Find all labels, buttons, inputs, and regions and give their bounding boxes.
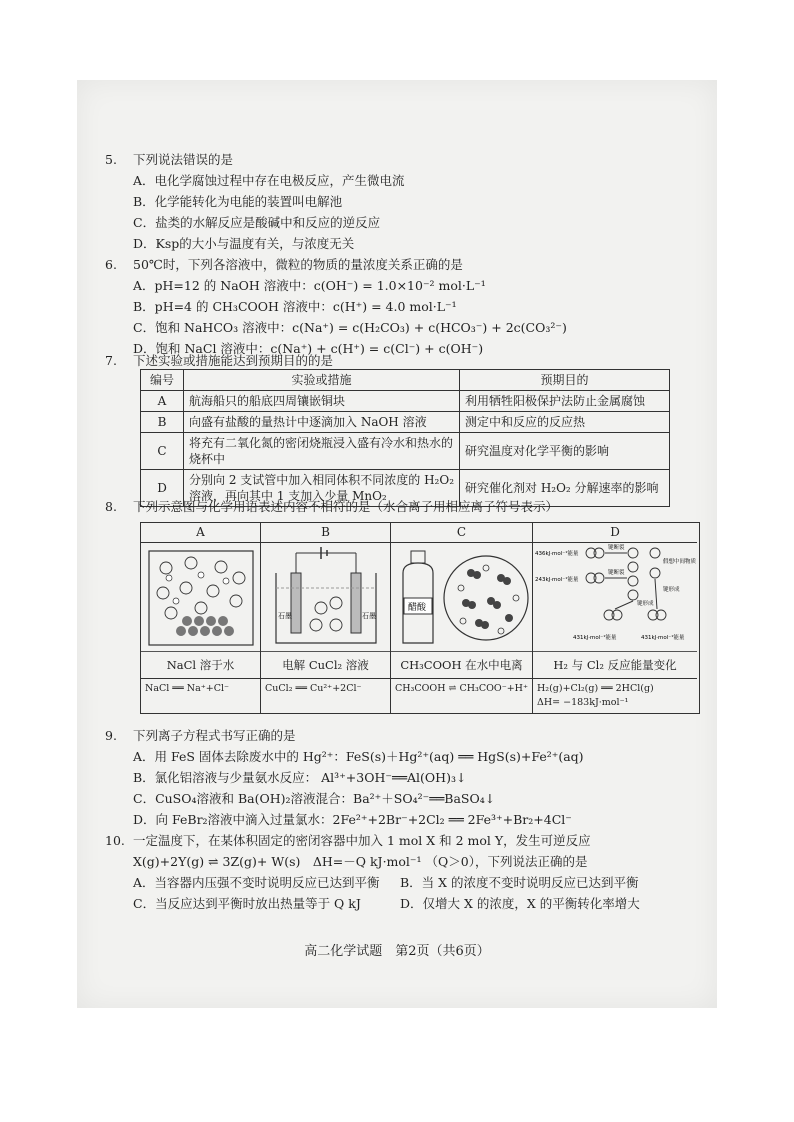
question-7-stem: 7. 下述实验或措施能达到预期目的的是 (105, 353, 334, 368)
question-9-option-d: D．向 FeBr₂溶液中滴入过量氯水：2Fe²⁺+2Br⁻+2Cl₂ ══ 2Fe³⁺+Br₂+4Cl⁻ (133, 812, 572, 827)
question-8-stem: 8. 下列示意图与化学用语表述内容不相符的是（水合离子用相应离子符号表示） (105, 499, 559, 514)
question-5-stem: 5. 下列说法错误的是 (105, 152, 234, 167)
row-experiment: 向盛有盐酸的量热计中逐滴加入 NaOH 溶液 (184, 412, 460, 433)
row-id: D (141, 470, 184, 507)
question-8-diagram-grid (140, 522, 700, 714)
cell-equation: CuCl₂ ══ Cu²⁺+2Cl⁻ (265, 683, 362, 694)
header-id: 编号 (141, 370, 184, 391)
row-purpose: 研究催化剂对 H₂O₂ 分解速率的影响 (460, 470, 670, 507)
bond-form-label-2: 键形成 (663, 587, 680, 593)
cell-label: B (261, 523, 390, 543)
equation-line-2: ΔH= −183kJ·mol⁻¹ (537, 697, 629, 708)
question-10-option-b: B．当 X 的浓度不变时说明反应已达到平衡 (400, 875, 639, 890)
question-9-option-c: C．CuSO₄溶液和 Ba(OH)₂溶液混合：Ba²⁺＋SO₄²⁻══BaSO₄↓ (133, 791, 496, 806)
question-10-option-c: C．当反应达到平衡时放出热量等于 Q kJ (133, 896, 361, 911)
question-6-stem: 6. 50℃时，下列各溶液中，微粒的物质的量浓度关系正确的是 (105, 257, 463, 272)
equation-line-1: H₂(g)+Cl₂(g) ══ 2HCl(g) (537, 683, 654, 694)
diagram-cell-d (533, 523, 697, 713)
cell-caption: NaCl 溶于水 (141, 652, 260, 679)
question-6-option-d: D．饱和 NaCl 溶液中：c(Na⁺) + c(H⁺) = c(Cl⁻) + c(OH⁻) (133, 341, 484, 356)
question-9-option-b: B．氯化铝溶液与少量氨水反应： Al³⁺+3OH⁻══Al(OH)₃↓ (133, 770, 467, 785)
question-5-option-a: A．电化学腐蚀过程中存在电极反应，产生微电流 (133, 173, 405, 188)
nacl-dissolution-illustration (141, 543, 260, 652)
diagram-cell-b (261, 523, 391, 713)
header-experiment: 实验或措施 (184, 370, 460, 391)
row-purpose: 利用牺牲阳极保护法防止金属腐蚀 (460, 391, 670, 412)
bond-form-label-1: 键形成 (637, 601, 654, 607)
cell-label: D (533, 523, 697, 543)
row-id: C (141, 433, 184, 470)
question-10-stem: 10. 一定温度下，在某体积固定的密闭容器中加入 1 mol X 和 2 mol Y，发生可逆反应 (105, 833, 591, 848)
row-experiment: 将充有二氧化氮的密闭烧瓶浸入盛有冷水和热水的烧杯中 (184, 433, 460, 470)
cell-equation: NaCl ══ Na⁺+Cl⁻ (145, 683, 230, 694)
page-footer: 高二化学试题 第2页（共6页） (304, 944, 490, 959)
question-7-table (140, 369, 670, 507)
question-5-option-d: D．Ksp的大小与温度有关，与浓度无关 (133, 236, 355, 251)
diagram-cell-c (391, 523, 533, 713)
header-purpose: 预期目的 (460, 370, 670, 391)
intermediate-label: 假想中间物质 (663, 559, 697, 565)
question-5-option-c: C．盐类的水解反应是酸碱中和反应的逆反应 (133, 215, 381, 230)
table-row (141, 391, 670, 412)
bottle-label: 醋酸 (408, 603, 427, 613)
question-6-option-b: B．pH=4 的 CH₃COOH 溶液中：c(H⁺) = 4.0 mol·L⁻¹ (133, 299, 457, 314)
row-id: A (141, 391, 184, 412)
bond-break-label-2: 键断裂 (608, 570, 625, 576)
energy-label-243: 243kJ·mol⁻¹能量 (535, 577, 579, 583)
table-row (141, 433, 670, 470)
graphite-label-right: 石墨 (362, 612, 376, 620)
diagram-cell-a (141, 523, 261, 713)
row-experiment: 航海船只的船底四周镶嵌铜块 (184, 391, 460, 412)
cell-label: C (391, 523, 532, 543)
bond-break-label-1: 键断裂 (608, 545, 625, 551)
question-10-stem-line-2: X(g)+2Y(g) ⇌ 3Z(g)+ W(s) ΔH=－Q kJ·mol⁻¹ （Q＞0），下列说法正确的是 (133, 854, 588, 869)
electrolysis-illustration (261, 543, 390, 652)
energy-label-431-left: 431kJ·mol⁻¹能量 (573, 635, 617, 641)
cell-label: A (141, 523, 260, 543)
energy-label-436: 436kJ·mol⁻¹能量 (535, 551, 579, 557)
table-row (141, 412, 670, 433)
question-9-stem: 9. 下列离子方程式书写正确的是 (105, 728, 296, 743)
question-9-option-a: A．用 FeS 固体去除废水中的 Hg²⁺：FeS(s)＋Hg²⁺(aq) ══ HgS(s)+Fe²⁺(aq) (133, 749, 584, 764)
cell-equation (533, 679, 697, 713)
row-purpose: 测定中和反应的反应热 (460, 412, 670, 433)
question-5-option-b: B．化学能转化为电能的装置叫电解池 (133, 194, 343, 209)
cell-caption: 电解 CuCl₂ 溶液 (261, 652, 390, 679)
question-10-option-a: A．当容器内压强不变时说明反应已达到平衡 (133, 875, 380, 890)
row-purpose: 研究温度对化学平衡的影响 (460, 433, 670, 470)
graphite-label-left: 石墨 (278, 612, 292, 620)
energy-change-illustration (533, 543, 697, 652)
row-id: B (141, 412, 184, 433)
question-6-option-c: C．饱和 NaHCO₃ 溶液中：c(Na⁺) = c(H₂CO₃) + c(HCO₃⁻) + 2c(CO₃²⁻) (133, 320, 567, 335)
cell-caption: H₂ 与 Cl₂ 反应能量变化 (533, 652, 697, 679)
row-experiment: 分别向 2 支试管中加入相同体积不同浓度的 H₂O₂ 溶液，再向其中 1 支加入少量 MnO₂ (184, 470, 460, 507)
energy-label-431-right: 431kJ·mol⁻¹能量 (641, 635, 685, 641)
question-6-option-a: A．pH=12 的 NaOH 溶液中：c(OH⁻) = 1.0×10⁻² mol·L⁻¹ (133, 278, 486, 293)
table-header-row (141, 370, 670, 391)
acetic-acid-illustration (391, 543, 532, 652)
question-10-option-d: D．仅增大 X 的浓度，X 的平衡转化率增大 (400, 896, 640, 911)
cell-caption: CH₃COOH 在水中电离 (391, 652, 532, 679)
cell-equation: CH₃COOH ⇌ CH₃COO⁻+H⁺ (395, 683, 528, 694)
